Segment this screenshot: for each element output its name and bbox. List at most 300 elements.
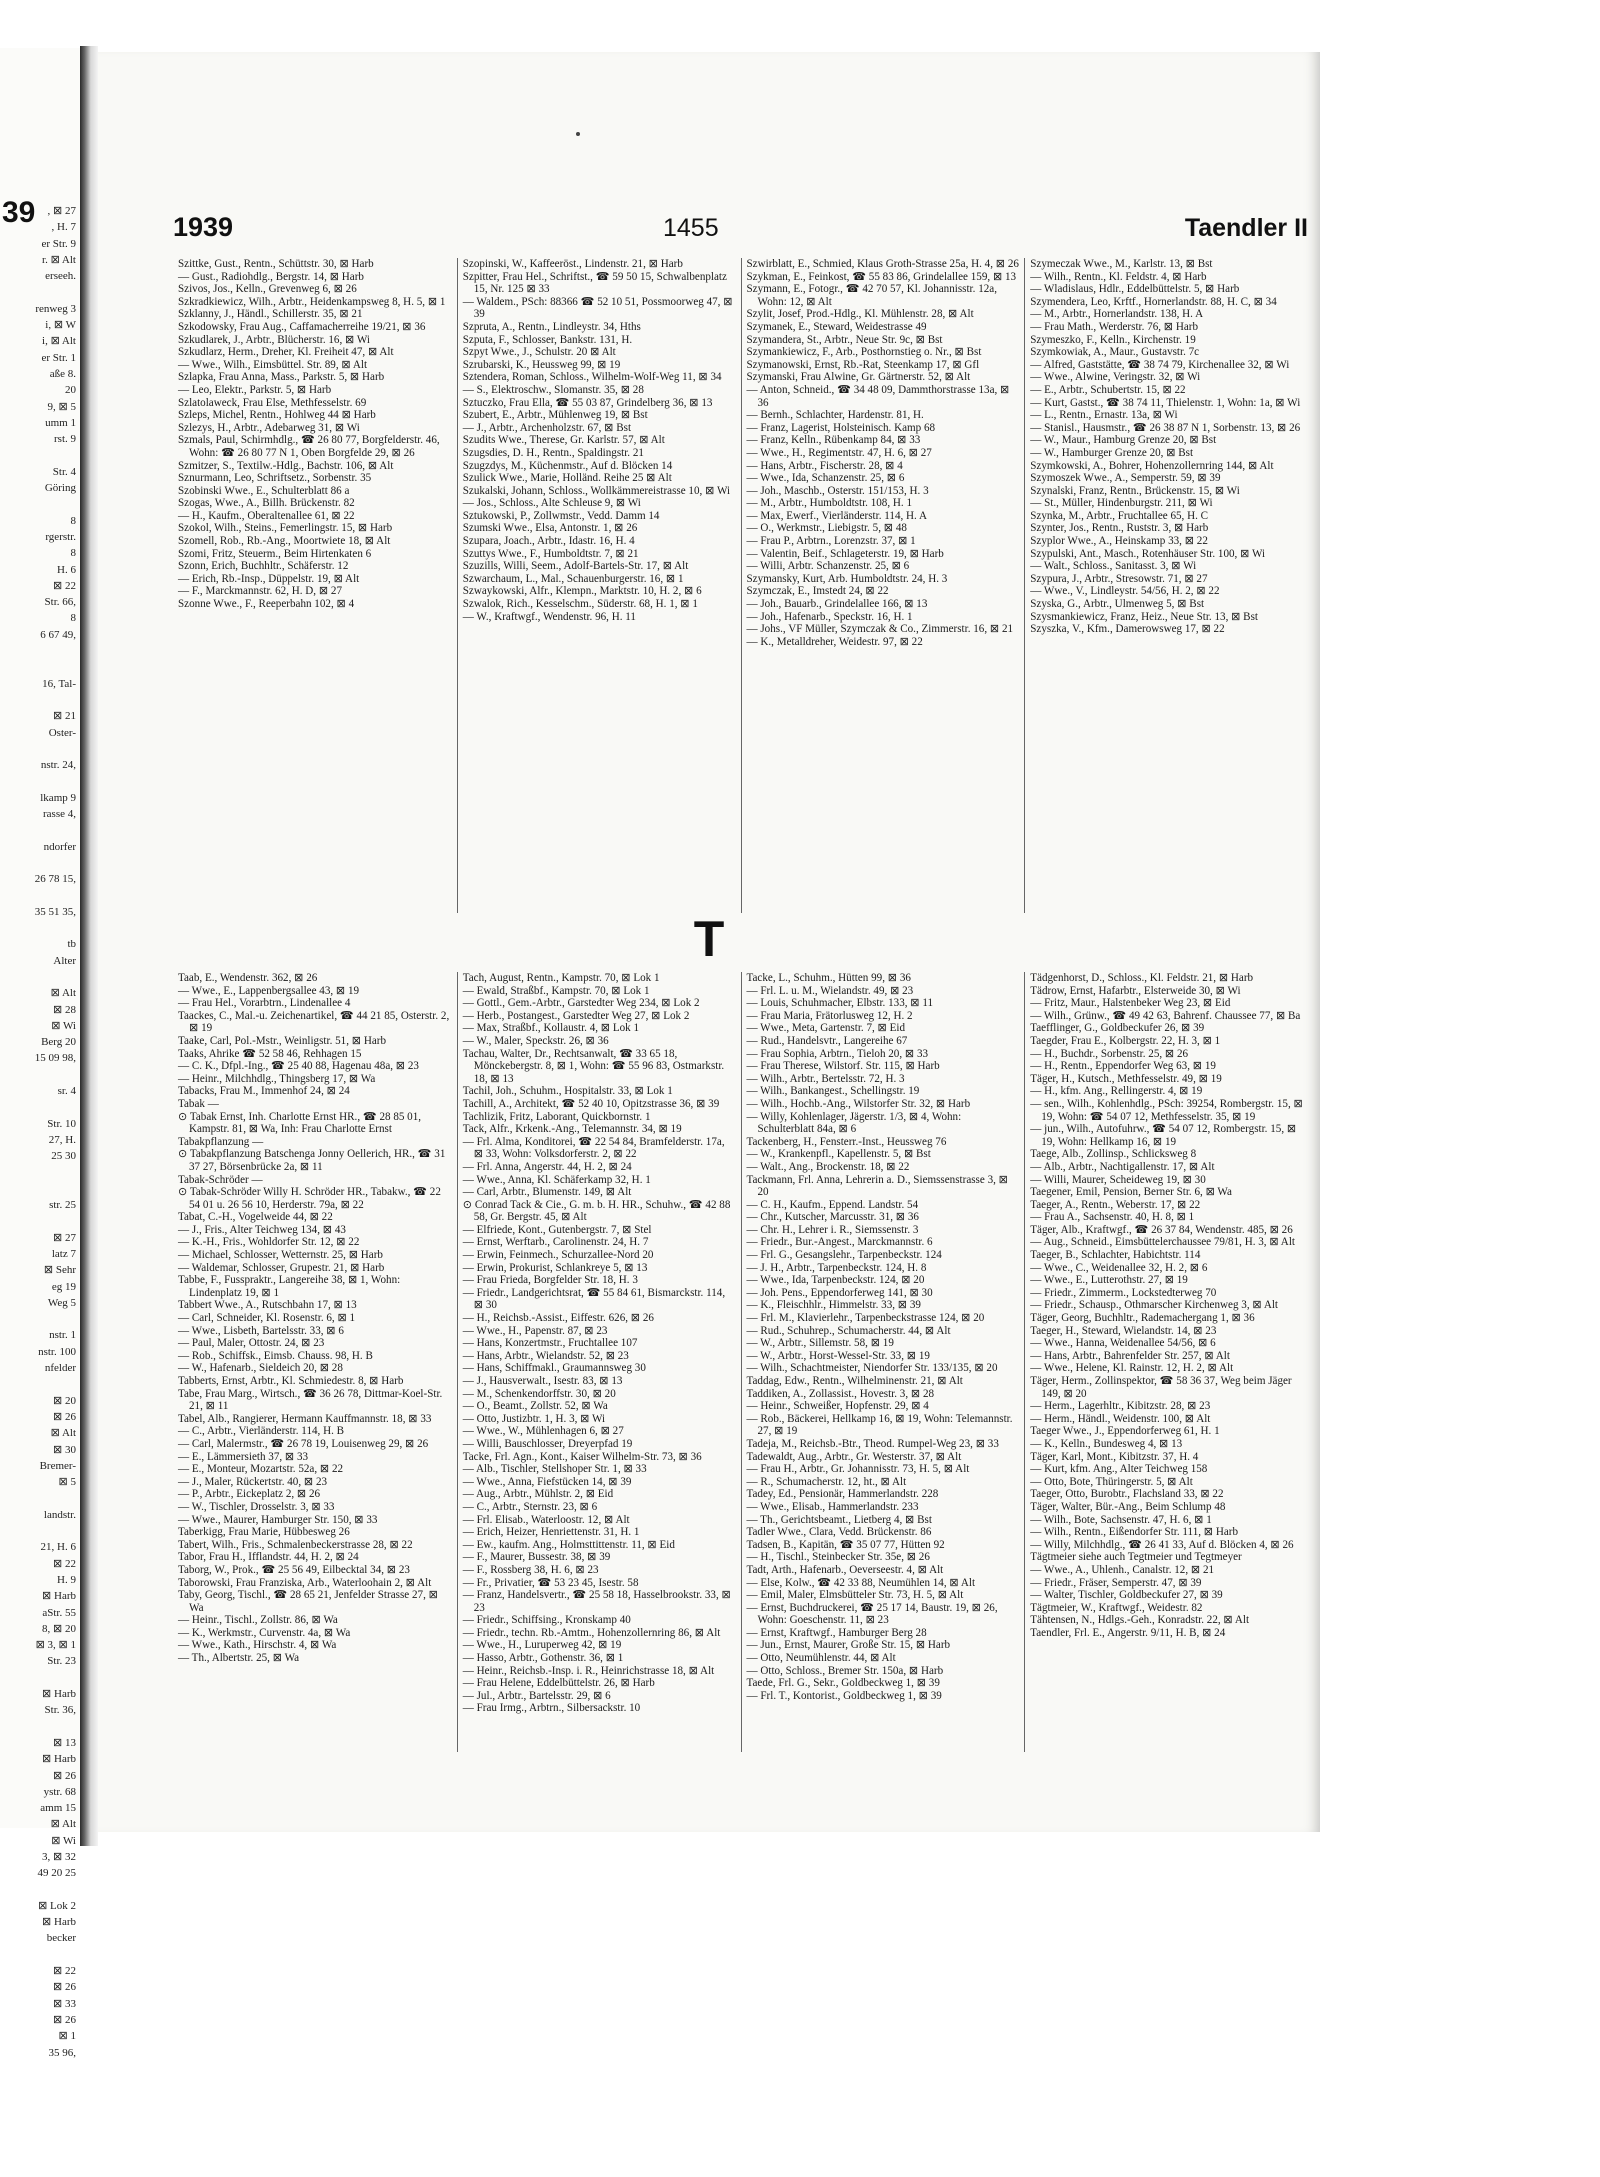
directory-entry: — K., Werkmstr., Curvenstr. 4a, ⊠ Wa — [178, 1626, 351, 1639]
directory-entry: — Chr., Kutscher, Marcusstr. 31, ⊠ 36 — [746, 1211, 919, 1224]
left-page-line — [0, 1181, 76, 1197]
directory-entry: — E., Lämmersieth 37, ⊠ 33 — [178, 1450, 309, 1463]
directory-entry: — Erich, Rb.-Insp., Düppelstr. 19, ⊠ Alt — [178, 572, 360, 585]
directory-entry: Szylit, Josef, Prod.-Hdlg., Kl. Mühlenstr. 28, ⊠ Alt — [746, 308, 974, 321]
directory-entry: Szymanski, Frau Alwine, Gr. Gärtnerstr. 52, ⊠ Alt — [746, 371, 971, 384]
directory-entry: Szlapka, Frau Anna, Mass., Parkstr. 5, ⊠ Harb — [178, 371, 385, 384]
directory-entry: — Willy, Milchhdlg., ☎ 26 41 33, Auf d. Blöcken 4, ⊠ 26 — [1030, 1538, 1294, 1551]
directory-entry: Sztuczko, Frau Ella, ☎ 55 03 87, Grindelberg 36, ⊠ 13 — [462, 396, 713, 409]
directory-entry: Sznurmann, Leo, Schriftsetz., Sorbenstr. 35 — [178, 472, 372, 485]
directory-entry: Taeger Wwe., J., Eppendorferweg 61, H. 1 — [1030, 1425, 1220, 1438]
left-page-line: ⊠ Lok 2 — [38, 1899, 76, 1912]
print-speck — [576, 132, 580, 136]
directory-entry: — O., Werkmstr., Liebigstr. 5, ⊠ 48 — [746, 522, 907, 535]
directory-entry: Szkradkiewicz, Wilh., Arbtr., Heidenkampsweg 8, H. 5, ⊠ 1 — [178, 295, 446, 308]
directory-entry: — Franz, Kelln., Rübenkamp 84, ⊠ 33 — [746, 434, 921, 447]
directory-entry: — Friedr., Schausp., Othmarscher Kirchenweg 3, ⊠ Alt — [1030, 1299, 1279, 1312]
directory-entry: — Willi, Bauschlosser, Dreyerpfad 19 — [462, 1437, 633, 1450]
left-page-line: lkamp 9 — [40, 791, 76, 804]
directory-entry: — Walt., Ang., Brockenstr. 18, ⊠ 22 — [746, 1160, 910, 1173]
directory-entry: — Erwin, Feinmech., Schurzallee-Nord 20 — [462, 1249, 654, 1262]
left-page-line: ⊠ 22 — [53, 1557, 76, 1570]
left-page-line: erseeh. — [45, 270, 76, 283]
directory-entry: Tadt, Arth., Hafenarb., Oeverseestr. 4, ⊠ Alt — [746, 1563, 944, 1576]
directory-entry: — Frau Sophia, Arbtrn., Tieloh 20, ⊠ 33 — [746, 1047, 929, 1060]
directory-entry: Täger, Herm., Zollinspektor, ☎ 58 36 37, Weg beim Jäger 149, ⊠ 20 — [1030, 1375, 1292, 1400]
directory-entry: Taackes, C., Mal.-u. Zeichenartikel, ☎ 44 21 85, Osterstr. 2, ⊠ 19 — [178, 1009, 450, 1035]
directory-entry: Szymanek, E., Steward, Weidestrasse 49 — [746, 320, 927, 333]
directory-entry: — Gottl., Gem.-Arbtr., Garstedter Weg 234, ⊠ Lok 2 — [462, 997, 700, 1010]
directory-entry: Szymendera, Leo, Krftf., Hornerlandstr. 88, H. C, ⊠ 34 — [1030, 295, 1277, 308]
left-page-line: Alter — [53, 954, 76, 967]
directory-entry: Szivos, Jos., Kelln., Grevenweg 6, ⊠ 26 — [178, 283, 357, 296]
directory-entry: Täger, H., Kutsch., Methfesselstr. 49, ⊠ 19 — [1030, 1072, 1222, 1085]
left-page-line: Berg 20 — [41, 1036, 76, 1049]
column-4 — [1024, 972, 1308, 1752]
column-4 — [1024, 258, 1308, 913]
left-page-line — [0, 496, 76, 512]
directory-entry: — Gust., Radiohdlg., Bergstr. 14, ⊠ Harb — [178, 270, 364, 283]
directory-entry: Tabakpflanzung — — [178, 1135, 264, 1148]
directory-entry: Szymczak, E., Imstedt 24, ⊠ 22 — [746, 585, 889, 598]
directory-entry: Szymandera, St., Arbtr., Neue Str. 9c, ⊠ Bst — [746, 333, 943, 346]
directory-entry: Taborowski, Frau Franziska, Arb., Waterloohain 2, ⊠ Alt — [178, 1576, 432, 1589]
left-page-line — [0, 1719, 76, 1735]
directory-entry: — Valentin, Beif., Schlageterstr. 19, ⊠ Harb — [746, 547, 944, 560]
t-entries-section — [173, 972, 1308, 1752]
left-page-line: 6 67 49, — [40, 628, 76, 641]
directory-entry: — Wilh., Bote, Sachsenstr. 47, H. 6, ⊠ 1 — [1030, 1513, 1212, 1526]
directory-entry: Tägtmeier siehe auch Tegtmeier und Tegtmeyer — [1030, 1551, 1242, 1564]
left-page-line: Bremer- — [39, 1459, 76, 1472]
directory-entry: — Wwe., Anna, Kl. Schäferkamp 32, H. 1 — [462, 1173, 651, 1186]
left-page-line: Str. 36, — [44, 1704, 76, 1717]
directory-entry: Szklanny, J., Händl., Schillerstr. 35, ⊠ 21 — [178, 308, 363, 321]
directory-entry: — Wwe., Meta, Gartenstr. 7, ⊠ Eid — [746, 1022, 906, 1035]
sz-entries-section — [173, 258, 1308, 913]
directory-entry: — H., kfm. Ang., Rellingerstr. 4, ⊠ 19 — [1030, 1085, 1203, 1098]
column-1 — [173, 258, 457, 913]
directory-entry: Szonne Wwe., F., Reeperbahn 102, ⊠ 4 — [178, 598, 355, 611]
directory-entry: Taeger, Otto, Burobtr., Flachsland 33, ⊠ 22 — [1030, 1488, 1224, 1501]
left-page-line: ⊠ 22 — [53, 579, 76, 592]
directory-entry: — Elfriede, Kont., Gutenbergstr. 7, ⊠ Stel — [462, 1223, 652, 1236]
directory-entry: — Erwin, Prokurist, Schlankreye 5, ⊠ 13 — [462, 1261, 648, 1274]
directory-entry: — Frau P., Arbtrn., Lorenzstr. 37, ⊠ 1 — [746, 535, 916, 548]
directory-entry: — Hans, Schiffmakl., Graumannsweg 30 — [462, 1362, 646, 1375]
directory-entry: — Rob., Bäckerei, Hellkamp 16, ⊠ 19, Wohn: Telemannstr. 27, ⊠ 19 — [746, 1412, 1013, 1438]
directory-entry: Szykman, E., Feinkost, ☎ 55 83 86, Grindelallee 159, ⊠ 13 — [746, 270, 1017, 283]
directory-entry: — Herb., Postangest., Garstedter Weg 27, ⊠ Lok 2 — [462, 1009, 690, 1022]
directory-entry: — Hans, Arbtr., Wielandstr. 52, ⊠ 23 — [462, 1349, 629, 1362]
directory-entry: — Wwe., E., Lutterothstr. 27, ⊠ 19 — [1030, 1274, 1188, 1287]
directory-entry: — Wwe., H., Luruperweg 42, ⊠ 19 — [462, 1639, 622, 1652]
left-page-line — [0, 1670, 76, 1686]
left-page-line: ⊠ Wi — [51, 1834, 76, 1847]
directory-entry: — M., Arbtr., Humboldtstr. 108, H. 1 — [746, 497, 912, 510]
directory-entry: Szomi, Fritz, Steuerm., Beim Hirtenkaten 6 — [178, 547, 372, 560]
directory-entry: — Frl. L. u. M., Wielandstr. 49, ⊠ 23 — [746, 984, 914, 997]
directory-entry: — Walt., Schloss., Sanitasst. 3, ⊠ Wi — [1030, 560, 1197, 573]
directory-entry: Szleps, Michel, Rentn., Hohlweg 44 ⊠ Harb — [178, 409, 376, 422]
left-page-line: nstr. 24, — [40, 759, 76, 772]
directory-entry: — Fritz, Maur., Halstenbeker Weg 23, ⊠ Eid — [1030, 997, 1231, 1010]
directory-entry: Szubert, E., Arbtr., Mühlenweg 19, ⊠ Bst — [462, 409, 648, 422]
left-page-line: renweg 3 — [35, 302, 76, 315]
left-page-line: ⊠ Alt — [50, 1818, 76, 1831]
left-page-line: ⊠ Alt — [50, 1427, 76, 1440]
directory-entry: — R., Schumacherstr. 12, ht., ⊠ Alt — [746, 1475, 907, 1488]
directory-entry: — K.-H., Fris., Wohldorfer Str. 12, ⊠ 22 — [178, 1236, 360, 1249]
directory-entry: Szkodowsky, Frau Aug., Caffamacherreihe 19/21, ⊠ 36 — [178, 320, 426, 333]
directory-entry: — Ewald, Straßbf., Kampstr. 70, ⊠ Lok 1 — [462, 984, 650, 997]
left-page-line: 35 96, — [48, 2046, 76, 2059]
left-page-line: er Str. 9 — [41, 237, 76, 250]
directory-entry: Szymeczak Wwe., M., Karlstr. 13, ⊠ Bst — [1030, 258, 1213, 270]
directory-entry: — Wwe., Anna, Fiefstücken 14, ⊠ 39 — [462, 1475, 632, 1488]
page-year: 1939 — [173, 212, 234, 242]
directory-page — [98, 52, 1320, 1832]
directory-entry: Szyplor Wwe., A., Heinskamp 33, ⊠ 22 — [1030, 535, 1208, 548]
directory-entry: Szymeszko, F., Kelln., Kirchenstr. 19 — [1030, 333, 1196, 346]
left-page-line: aStr. 55 — [42, 1606, 76, 1619]
directory-entry: Szkudlarek, J., Arbtr., Blücherstr. 16, ⊠ Wi — [178, 333, 370, 346]
directory-entry: — Frau Therese, Wilstorf. Str. 115, ⊠ Harb — [746, 1060, 940, 1073]
directory-entry: Tadler Wwe., Clara, Vedd. Brückenstr. 86 — [746, 1526, 932, 1539]
left-page-line: rasse 4, — [43, 807, 76, 820]
directory-entry: — Max, Straßbf., Kollaustr. 4, ⊠ Lok 1 — [462, 1022, 640, 1035]
directory-entry: — Wwe., Maurer, Hamburger Str. 150, ⊠ 33 — [178, 1513, 378, 1526]
directory-entry: — Frau Irmg., Arbtrn., Silbersackstr. 10 — [462, 1702, 641, 1715]
column-3 — [741, 258, 1025, 913]
directory-entry: — P., Arbtr., Eickeplatz 2, ⊠ 26 — [178, 1488, 321, 1501]
directory-entry: Szypura, J., Arbtr., Stresowstr. 71, ⊠ 27 — [1030, 572, 1208, 585]
left-page-line: ⊠ 20 — [53, 1394, 76, 1407]
directory-entry: Täger, Georg, Buchhltr., Rademachergang 1, ⊠ 36 — [1030, 1312, 1255, 1325]
left-page-line: ⊠ Harb — [42, 1590, 76, 1603]
directory-entry: — F., Marckmannstr. 62, H. D, ⊠ 27 — [178, 585, 343, 598]
directory-entry: — J., Maler, Rückertstr. 40, ⊠ 23 — [178, 1475, 328, 1488]
left-page-line — [0, 1165, 76, 1181]
directory-entry: Szopinski, W., Kaffeeröst., Lindenstr. 21, ⊠ Harb — [462, 258, 683, 270]
directory-entry: — K., Kelln., Bundesweg 4, ⊠ 13 — [1030, 1437, 1183, 1450]
left-page-line: 8 — [70, 612, 76, 625]
left-page-line — [0, 692, 76, 708]
directory-entry: Szogas, Wwe., A., Billh. Brückenstr. 82 — [178, 497, 355, 510]
left-page-line: tb — [67, 938, 76, 951]
directory-entry: — Wwe., Ida, Tarpenbeckstr. 124, ⊠ 20 — [746, 1274, 925, 1287]
directory-entry: — H., Buchdr., Sorbenstr. 25, ⊠ 26 — [1030, 1047, 1189, 1060]
left-page-line: nstr. 100 — [38, 1345, 76, 1358]
directory-entry: — Frl. M., Klavierlehr., Tarpenbeckstrasse 124, ⊠ 20 — [746, 1312, 985, 1325]
directory-entry: Tacke, L., Schuhm., Hütten 99, ⊠ 36 — [746, 972, 911, 984]
left-page-line: becker — [46, 1932, 76, 1945]
directory-entry: Tabor, Frau H., Ifflandstr. 44, H. 2, ⊠ 24 — [178, 1551, 359, 1564]
directory-entry: — Joh., Hafenarb., Speckstr. 16, H. 1 — [746, 610, 913, 623]
directory-entry: Szobinski Wwe., E., Schulterblatt 86 a — [178, 484, 350, 497]
directory-entry: ⊙ Tabak-Schröder Willy H. Schröder HR., Tabakw., ☎ 22 54 01 u. 26 56 10, Herderstr. 79a, ⊠ 22 — [178, 1186, 441, 1211]
directory-entry: — W., Krankenpfl., Kapellenstr. 5, ⊠ Bst — [746, 1148, 931, 1161]
directory-entry: — C., Arbtr., Vierländerstr. 114, H. B — [178, 1425, 345, 1438]
directory-entry: — Wilh., Grünw., ☎ 49 42 63, Bahrenf. Chaussee 77, ⊠ Ba — [1030, 1009, 1301, 1022]
directory-entry: — Wwe., Kath., Hirschstr. 4, ⊠ Wa — [178, 1639, 337, 1652]
directory-entry: — Kurt, Gastst., ☎ 38 74 11, Thielenstr. 1, Wohn: 1a, ⊠ Wi — [1030, 396, 1301, 409]
directory-entry: Szuttys Wwe., F., Humboldtstr. 7, ⊠ 21 — [462, 547, 639, 560]
directory-entry: Szittke, Gust., Rentn., Schüttstr. 30, ⊠ Harb — [178, 258, 374, 270]
directory-entry: Tadey, Ed., Pensionär, Hammerlandstr. 228 — [746, 1488, 939, 1501]
directory-entry: — Joh. Pens., Eppendorferweg 141, ⊠ 30 — [746, 1286, 933, 1299]
directory-entry: — Wwe., V., Lindleystr. 54/56, H. 2, ⊠ 22 — [1030, 585, 1220, 598]
directory-entry: — F., Rossberg 38, H. 6, ⊠ 23 — [462, 1563, 599, 1576]
directory-entry: — Otto, Neumühlenstr. 44, ⊠ Alt — [746, 1652, 896, 1665]
directory-entry: — Frl. Alma, Konditorei, ☎ 22 54 84, Bramfelderstr. 17a, ⊠ 33, Wohn: Volksdorferstr. 2, ⊠ 22 — [462, 1135, 725, 1161]
directory-entry: — W., Hafenarb., Sieldeich 20, ⊠ 28 — [178, 1362, 343, 1375]
left-page-line: latz 7 — [51, 1248, 76, 1260]
directory-entry: — Johs., VF Müller, Szymczak & Co., Zimmerstr. 16, ⊠ 21 — [746, 623, 1014, 636]
directory-entry: Taefflinger, G., Goldbeckufer 26, ⊠ 39 — [1030, 1022, 1205, 1035]
left-page-line: ndorfer — [43, 840, 76, 853]
directory-entry: Szymoszek Wwe., A., Semperstr. 59, ⊠ 39 — [1030, 472, 1221, 485]
column-2 — [457, 258, 741, 913]
directory-entry: — Wwe., W., Mühlenhagen 6, ⊠ 27 — [462, 1425, 624, 1438]
left-page-line: 26 78 15, — [34, 873, 76, 886]
directory-entry: Täger, Karl, Mont., Kibitzstr. 37, H. 4 — [1030, 1450, 1199, 1463]
directory-entry: — Heinr., Schweißer, Hopfenstr. 29, ⊠ 4 — [746, 1400, 929, 1413]
directory-entry: — Frl. G., Gesangslehr., Tarpenbeckstr. 124 — [746, 1249, 942, 1262]
left-page-line: Str. 66, — [44, 596, 76, 609]
directory-entry: — Willi, Maurer, Scheideweg 19, ⊠ 30 — [1030, 1173, 1206, 1186]
directory-entry: — L., Rentn., Ernastr. 13a, ⊠ Wi — [1030, 409, 1178, 422]
left-page-line: r. ⊠ Alt — [42, 253, 76, 266]
directory-entry: — Aug., Schneid., Eimsbüttelerchaussee 79/81, H. 3, ⊠ Alt — [1030, 1236, 1295, 1249]
column-3 — [741, 972, 1025, 1752]
page-number: 1455 — [663, 214, 719, 242]
left-page-line: 8 — [70, 547, 76, 560]
left-page-line: 9, ⊠ 5 — [47, 400, 76, 413]
left-page-line — [0, 1311, 76, 1327]
left-page-line: 8, ⊠ 20 — [42, 1622, 76, 1635]
directory-entry: ⊙ Tabak Ernst, Inh. Charlotte Ernst HR., ☎ 28 85 01, Kampstr. 81, ⊠ Wa, Inh: Frau Charlotte Ernst — [178, 1110, 422, 1136]
left-page-line — [0, 969, 76, 985]
directory-entry: Szypulski, Ant., Masch., Rotenhäuser Str. 100, ⊠ Wi — [1030, 547, 1266, 560]
left-page-line: Weg 5 — [47, 1296, 76, 1309]
directory-entry: — Wwe., C., Weidenallee 32, H. 2, ⊠ 6 — [1030, 1261, 1208, 1274]
left-page-line — [0, 773, 76, 789]
left-page-line — [0, 1947, 76, 1963]
directory-entry: — Friedr., Bur.-Angest., Marckmannstr. 6 — [746, 1236, 933, 1249]
directory-entry: Taby, Georg, Tischl., ☎ 28 65 21, Jenfelder Strasse 27, ⊠ Wa — [178, 1589, 438, 1614]
left-page-line — [0, 920, 76, 936]
directory-entry: — O., Beamt., Zollstr. 52, ⊠ Wa — [462, 1400, 608, 1413]
left-page-line: ⊠ 22 — [53, 1965, 76, 1978]
left-page-line: 25 30 — [51, 1150, 76, 1163]
directory-entry: Tädrow, Ernst, Hafarbtr., Elsterweide 30, ⊠ Wi — [1030, 984, 1241, 997]
directory-entry: Tadeja, M., Reichsb.-Btr., Theod. Rumpel-Weg 23, ⊠ 33 — [746, 1437, 999, 1450]
directory-entry: — Franz, Lagerist, Holsteinisch. Kamp 68 — [746, 421, 936, 434]
directory-entry: Taeger, A., Rentn., Weberstr. 17, ⊠ 22 — [1030, 1198, 1201, 1211]
directory-entry: — Max, Ewerf., Vierländerstr. 114, H. A — [746, 509, 927, 522]
directory-entry: Szugsdies, D. H., Rentn., Spaldingstr. 21 — [462, 446, 644, 459]
directory-entry: — Jos., Schloss., Alte Schleuse 9, ⊠ Wi — [462, 497, 641, 510]
left-page-line: aße 8. — [49, 367, 76, 380]
left-page-line: Göring — [44, 482, 76, 495]
directory-entry: Taddag, Edw., Rentn., Wilhelminenstr. 21, ⊠ Alt — [746, 1375, 963, 1387]
left-page-line — [0, 1213, 76, 1229]
left-page-line: sr. 4 — [57, 1085, 76, 1098]
directory-entry: — Wwe., H., Papenstr. 87, ⊠ 23 — [462, 1324, 608, 1337]
directory-entry: Tacke, Frl. Agn., Kont., Kaiser Wilhelm-Str. 73, ⊠ 36 — [462, 1450, 702, 1463]
directory-entry: Tabak-Schröder — — [178, 1173, 263, 1186]
left-page-line — [0, 887, 76, 903]
directory-entry: — sen., Wilh., Kohlenhdlg., PSch: 39254, Rombergstr. 15, ⊠ 19, Wohn: ☎ 54 07 12, Methfesselstr. 35, ⊠ 19 — [1030, 1097, 1303, 1123]
directory-entry: — Carl, Schneider, Kl. Rosenstr. 6, ⊠ 1 — [178, 1312, 356, 1325]
directory-entry: — Frau Maria, Frätorlusweg 12, H. 2 — [746, 1009, 913, 1022]
directory-entry: — H., Tischl., Steinbecker Str. 35e, ⊠ 26 — [746, 1551, 930, 1564]
directory-entry: ⊙ Tabakpflanzung Batschenga Jonny Oellerich, HR., ☎ 31 37 27, Börsenbrücke 2a, ⊠ 11 — [178, 1148, 446, 1173]
directory-entry: — Michael, Schlosser, Wetternstr. 25, ⊠ Harb — [178, 1249, 383, 1262]
directory-entry: Tägtmeier, W., Kraftwgf., Weidestr. 82 — [1030, 1601, 1203, 1614]
directory-entry: — C., Arbtr., Sternstr. 23, ⊠ 6 — [462, 1500, 598, 1513]
directory-entry: — Friedr., Schiffsing., Kronskamp 40 — [462, 1614, 631, 1627]
left-page-line: ⊠ 33 — [53, 1997, 76, 2010]
directory-entry: — Otto, Justizbtr. 1, H. 3, ⊠ Wi — [462, 1412, 606, 1425]
left-page-line: ⊠ Harb — [42, 1753, 76, 1766]
directory-entry: Taede, Frl. G., Sekr., Goldbeckweg 1, ⊠ 39 — [746, 1677, 940, 1690]
directory-entry: Tabacks, Frau M., Immenhof 24, ⊠ 24 — [178, 1085, 350, 1098]
directory-entry: Tädgenhorst, D., Schloss., Kl. Feldstr. 21, ⊠ Harb — [1030, 972, 1254, 984]
directory-entry: — Frau Hel., Vorarbtrn., Lindenallee 4 — [178, 997, 351, 1010]
directory-entry: — Frl. Elisab., Waterloostr. 12, ⊠ Alt — [462, 1513, 630, 1526]
directory-entry: Tackenberg, H., Fensterr.-Inst., Heussweg 76 — [746, 1135, 947, 1148]
book-binding — [80, 46, 98, 1846]
directory-entry: Szlatolaweck, Frau Else, Methfesselstr. 69 — [178, 396, 367, 409]
directory-entry: Szymann, E., Fotogr., ☎ 42 70 57, Kl. Johannisstr. 12a, Wohn: 12, ⊠ Alt — [746, 283, 997, 308]
directory-entry: — St., Müller, Hindenburgstr. 211, ⊠ Wi — [1030, 497, 1213, 510]
left-page-line: ystr. 68 — [43, 1785, 76, 1798]
directory-entry: — Kurt, kfm. Ang., Alter Teichweg 158 — [1030, 1463, 1208, 1476]
directory-entry: — S., Elektroschw., Slomanstr. 35, ⊠ 28 — [462, 383, 644, 396]
directory-entry: Szputa, F., Schlosser, Bankstr. 131, H. — [462, 333, 633, 346]
left-page-line: ⊠ 5 — [58, 1476, 76, 1489]
left-page-text-fragments — [0, 203, 80, 2061]
directory-entry: Szumski Wwe., Elsa, Antonstr. 1, ⊠ 26 — [462, 522, 638, 535]
left-page-line: ⊠ 30 — [53, 1443, 76, 1456]
directory-entry: Tabak — — [178, 1097, 219, 1110]
directory-entry: — Waldem., PSch: 88366 ☎ 52 10 51, Possmoorweg 47, ⊠ 39 — [462, 295, 733, 321]
left-page-line — [0, 1523, 76, 1539]
directory-entry: — Frau Math., Werderstr. 76, ⊠ Harb — [1030, 320, 1199, 333]
directory-entry: Tabberts, Ernst, Arbtr., Kl. Schmiedestr. 8, ⊠ Harb — [178, 1375, 404, 1387]
directory-entry: — W., Maur., Hamburg Grenze 20, ⊠ Bst — [1030, 434, 1217, 447]
directory-entry: — Wilh., Schachtmeister, Niendorfer Str. 133/135, ⊠ 20 — [746, 1362, 998, 1375]
left-page-line — [0, 643, 76, 659]
directory-entry: Szwaykowski, Alfr., Klempn., Marktstr. 10, H. 2, ⊠ 6 — [462, 585, 702, 598]
left-page-line: ⊠ Sehr — [43, 1264, 76, 1277]
left-page-line: ⊠ Alt — [50, 987, 76, 1000]
directory-entry: Szupara, Joach., Arbtr., Idastr. 16, H. 4 — [462, 535, 635, 548]
directory-entry: — J., Fris., Alter Teichweg 134, ⊠ 43 — [178, 1223, 346, 1236]
directory-entry: — Willi, Arbtr. Schanzenstr. 25, ⊠ 6 — [746, 560, 910, 573]
directory-entry: — Hasso, Arbtr., Gothenstr. 36, ⊠ 1 — [462, 1652, 624, 1665]
directory-entry: — C. K., Dfpl.-Ing., ☎ 25 40 88, Hagenau 48a, ⊠ 23 — [178, 1060, 419, 1073]
left-page-line — [0, 741, 76, 757]
directory-entry: Taberkigg, Frau Marie, Hübbesweg 26 — [178, 1526, 350, 1539]
left-page-line: rst. 9 — [54, 433, 76, 446]
directory-entry: — Friedr., Zimmerm., Lockstedterweg 70 — [1030, 1286, 1217, 1299]
left-page-line: , H. 7 — [51, 221, 76, 234]
directory-entry: — Franz, Handelsvertr., ☎ 25 58 18, Hasselbrookstr. 33, ⊠ 23 — [462, 1589, 731, 1614]
left-page-line: 35 51 35, — [34, 905, 76, 918]
directory-entry: — Joh., Maschb., Osterstr. 151/153, H. 3 — [746, 484, 929, 497]
directory-entry: Taendler, Frl. E., Angerstr. 9/11, H. B, ⊠ 24 — [1030, 1626, 1226, 1639]
left-page-line: landstr. — [43, 1508, 76, 1521]
directory-entry: Szmals, Paul, Schirmhdlg., ☎ 26 80 77, Borgfelderstr. 46, Wohn: ☎ 26 80 77 N 1, Oben Borgfelde 29, ⊠ 26 — [178, 434, 440, 459]
directory-entry: — Th., Albertstr. 25, ⊠ Wa — [178, 1652, 300, 1665]
directory-entry: — Wilh., Arbtr., Bertelsstr. 72, H. 3 — [746, 1072, 905, 1085]
left-page-line: Str. 23 — [47, 1655, 76, 1668]
left-page-line — [0, 659, 76, 675]
left-page-line: str. 25 — [49, 1199, 76, 1212]
directory-entry: Szymansky, Kurt, Arb. Humboldtstr. 24, H. 3 — [746, 572, 948, 585]
directory-entry: Tach, August, Rentn., Kampstr. 70, ⊠ Lok 1 — [462, 972, 660, 984]
directory-entry: — Alfred, Gaststätte, ☎ 38 74 79, Kirchenallee 32, ⊠ Wi — [1030, 358, 1290, 371]
directory-entry: — E., Arbtr., Schubertstr. 15, ⊠ 22 — [1030, 383, 1186, 396]
directory-entry: Szpitter, Frau Hel., Schriftst., ☎ 59 50 15, Schwalbenplatz 15, Nr. 125 ⊠ 33 — [462, 270, 727, 296]
directory-entry: — Wwe., H., Regimentstr. 47, H. 6, ⊠ 27 — [746, 446, 932, 459]
directory-entry: — Ernst, Werftarb., Carolinenstr. 24, H. 7 — [462, 1236, 649, 1249]
directory-entry: — E., Monteur, Mozartstr. 52a, ⊠ 22 — [178, 1463, 344, 1476]
directory-entry: Szugzdys, M., Küchenmstr., Auf d. Blöcken 14 — [462, 459, 673, 472]
page-header — [173, 212, 1308, 252]
directory-entry: Szulick Wwe., Marie, Holländ. Reihe 25 ⊠ Alt — [462, 472, 672, 485]
left-page-line: amm 15 — [40, 1802, 76, 1815]
directory-entry: Taab, E., Wendenstr. 362, ⊠ 26 — [178, 972, 318, 984]
directory-entry: Szokol, Wilh., Steins., Femerlingstr. 15, ⊠ Harb — [178, 522, 393, 535]
directory-entry: — Chr. H., Lehrer i. R., Siemssenstr. 3 — [746, 1223, 919, 1236]
left-page-line: umm 1 — [45, 416, 76, 429]
left-page-line — [0, 1067, 76, 1083]
directory-entry: — Rud., Handelsvtr., Langereihe 67 — [746, 1034, 908, 1047]
directory-entry: — Frau Helene, Eddelbüttelstr. 26, ⊠ Harb — [462, 1677, 655, 1690]
directory-entry: — Louis, Schuhmacher, Elbstr. 133, ⊠ 11 — [746, 997, 934, 1010]
directory-entry: — Ew., kaufm. Ang., Holmsttittenstr. 11, ⊠ Eid — [462, 1538, 675, 1551]
left-page-line: ⊠ 13 — [53, 1736, 76, 1749]
directory-entry: — Rob., Schiffsk., Eimsb. Chauss. 98, H. B — [178, 1349, 373, 1362]
directory-entry: — Stanisl., Hausmstr., ☎ 26 38 87 N 1, Sorbenstr. 13, ⊠ 26 — [1030, 421, 1301, 434]
directory-entry: — Heinr., Milchhdlg., Thingsberg 17, ⊠ Wa — [178, 1072, 376, 1085]
directory-entry: — H., Kaufm., Oberaltenallee 61, ⊠ 22 — [178, 509, 355, 522]
directory-entry: Tabel, Alb., Rangierer, Hermann Kauffmannstr. 18, ⊠ 33 — [178, 1412, 432, 1425]
left-page-line: 49 20 25 — [37, 1867, 76, 1880]
left-page-line: rgerstr. — [45, 530, 76, 543]
directory-entry: Sztukowski, P., Zollwmstr., Vedd. Damm 14 — [462, 509, 660, 522]
directory-entry: Tabbe, F., Fusspraktr., Langereihe 38, ⊠ 1, Wohn: Lindenplatz 19, ⊠ 1 — [178, 1274, 401, 1299]
directory-entry: Taeger, B., Schlachter, Habichtstr. 114 — [1030, 1249, 1201, 1262]
directory-entry: Szkudlarz, Herm., Dreher, Kl. Freiheit 47, ⊠ Alt — [178, 346, 394, 359]
directory-entry: Szynka, M., Arbtr., Fruchtallee 65, H. C — [1030, 509, 1209, 522]
left-page-line: 20 — [65, 384, 76, 397]
left-page-line: ⊠ 26 — [53, 1769, 76, 1782]
directory-entry: Szonn, Erich, Buchhltr., Schäferstr. 12 — [178, 560, 349, 573]
directory-entry: — Wilh., Rentn., Eißendorfer Str. 111, ⊠ Harb — [1030, 1526, 1239, 1539]
directory-entry: — Else, Kolw., ☎ 42 33 88, Neumühlen 14, ⊠ Alt — [746, 1576, 976, 1589]
directory-entry: Taegder, Frau E., Kolbergstr. 22, H. 3, ⊠ 1 — [1030, 1034, 1221, 1047]
left-page-line: ⊠ 26 — [53, 1981, 76, 1994]
directory-entry: — Joh., Bauarb., Grindelallee 166, ⊠ 13 — [746, 598, 928, 611]
directory-entry: Szymkowiak, A., Maur., Gustavstr. 7c — [1030, 346, 1200, 359]
directory-entry: — Paul, Maler, Ottostr. 24, ⊠ 23 — [178, 1337, 325, 1350]
directory-entry: — Ernst, Kraftwgf., Hamburger Berg 28 — [746, 1626, 927, 1639]
